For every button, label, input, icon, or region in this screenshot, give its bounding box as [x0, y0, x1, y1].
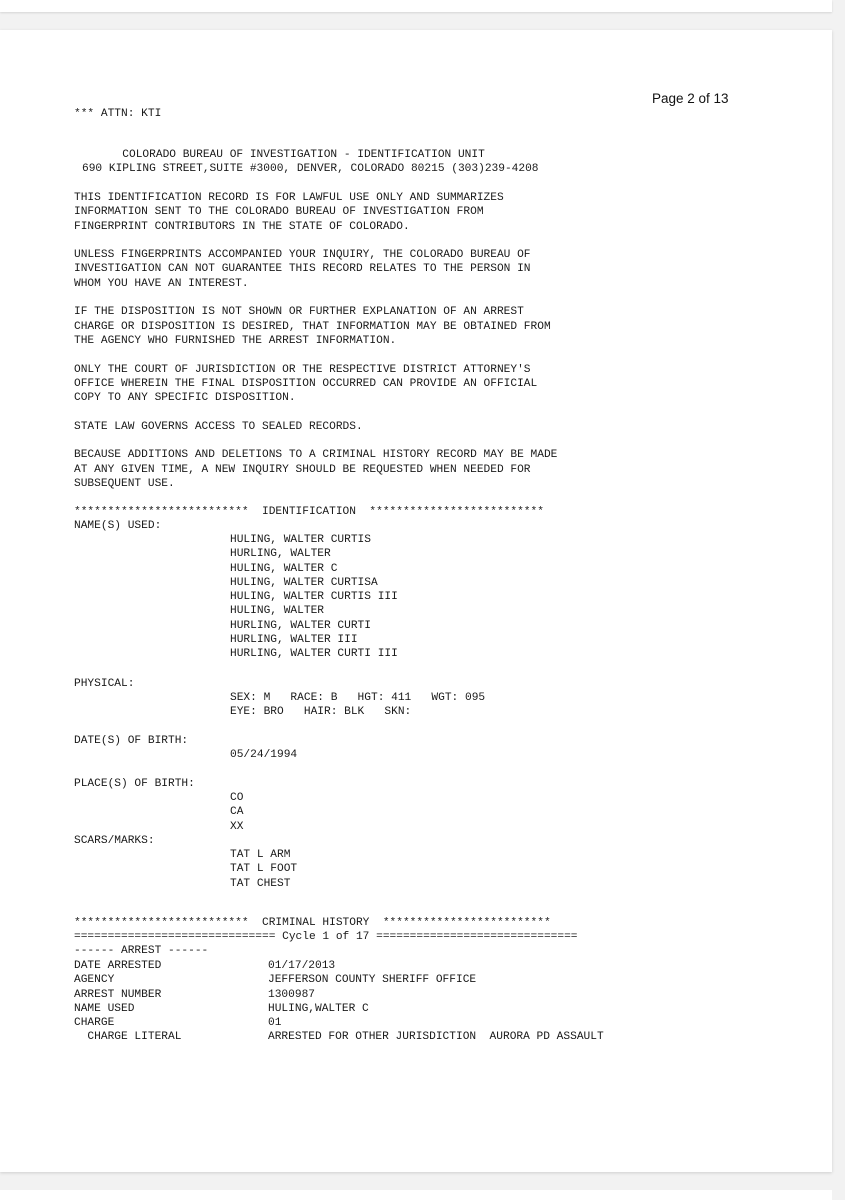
identification-banner: ************************** IDENTIFICATION **************************: [74, 506, 544, 518]
arrest-field-value: ARRESTED FOR OTHER JURISDICTION AURORA PD ASSAULT: [268, 1031, 604, 1043]
scars-values: TAT L ARM TAT L FOOT TAT CHEST: [230, 849, 298, 890]
bureau-header: COLORADO BUREAU OF INVESTIGATION - IDENTIFICATION UNIT 690 KIPLING STREET,SUITE #3000, DENVER, COLORADO 80215 (303)239-4208: [82, 149, 539, 176]
names-label: NAME(S) USED:: [74, 520, 162, 532]
arrest-heading: ------ ARREST ------: [74, 945, 209, 957]
page-indicator: Page 2 of 13: [652, 91, 729, 106]
names-list: HULING, WALTER CURTIS HURLING, WALTER HULING, WALTER C HULING, WALTER CURTISA HULING, WALTER CURTIS III HULING, WALTER HURLING, WALTER CURTI HURLING, WALTER III HURLING, WALTER CURTI III: [230, 534, 398, 661]
next-page-edge: [0, 1190, 832, 1200]
scars-label: SCARS/MARKS:: [74, 835, 155, 847]
arrest-field-label: CHARGE: [74, 1017, 115, 1029]
criminal-history-banner: ************************** CRIMINAL HISTORY *************************: [74, 917, 551, 929]
notice-paragraphs: THIS IDENTIFICATION RECORD IS FOR LAWFUL USE ONLY AND SUMMARIZES INFORMATION SENT TO THE COLORADO BUREAU OF INVESTIGATION FROM FINGERPRINT CONTRIBUTORS IN THE STATE OF COLORADO. UNLESS FINGERPRINTS ACCOMPANIED YOUR INQUIRY, THE COLORADO BUREAU OF INVESTIGATION CAN NOT GUARANTEE THIS RECORD RELATES TO THE PERSON IN WHOM YOU HAVE AN INTEREST. IF THE DISPOSITION IS NOT SHOWN OR FURTHER EXPLANATION OF AN ARREST CHARGE OR DISPOSITION IS DESIRED, THAT INFORMATION MAY BE OBTAINED FROM THE AGENCY WHO FURNISHED THE ARREST INFORMATION. ONLY THE COURT OF JURISDICTION OR THE RESPECTIVE DISTRICT ATTORNEY'S OFFICE WHEREIN THE FINAL DISPOSITION OCCURRED CAN PROVIDE AN OFFICIAL COPY TO ANY SPECIFIC DISPOSITION. STATE LAW GOVERNS ACCESS TO SEALED RECORDS. BECAUSE ADDITIONS AND DELETIONS TO A CRIMINAL HISTORY RECORD MAY BE MADE AT ANY GIVEN TIME, A NEW INQUIRY SHOULD BE REQUESTED WHEN NEEDED FOR SUBSEQUENT USE.: [74, 192, 558, 490]
arrest-field-value: JEFFERSON COUNTY SHERIFF OFFICE: [268, 974, 477, 986]
pob-label: PLACE(S) OF BIRTH:: [74, 778, 195, 790]
dob-label: DATE(S) OF BIRTH:: [74, 735, 189, 747]
dob-value: 05/24/1994: [230, 749, 298, 761]
attention-line: *** ATTN: KTI: [74, 108, 162, 120]
arrest-field-label: DATE ARRESTED: [74, 960, 162, 972]
pob-values: CO CA XX: [230, 792, 244, 833]
physical-details: SEX: M RACE: B HGT: 411 WGT: 095 EYE: BRO HAIR: BLK SKN:: [230, 692, 486, 719]
physical-label: PHYSICAL:: [74, 678, 135, 690]
arrest-field-label: ARREST NUMBER: [74, 989, 162, 1001]
arrest-field-label: AGENCY: [74, 974, 115, 986]
previous-page-edge: [0, 0, 832, 12]
arrest-field-value: 01/17/2013: [268, 960, 336, 972]
arrest-field-value: 01: [268, 1017, 282, 1029]
arrest-field-label: NAME USED: [74, 1003, 135, 1015]
arrest-field-value: 1300987: [268, 989, 315, 1001]
arrest-field-value: HULING,WALTER C: [268, 1003, 369, 1015]
arrest-field-label: CHARGE LITERAL: [74, 1031, 182, 1043]
cycle-line: ============================== Cycle 1 of 17 ==============================: [74, 931, 578, 943]
